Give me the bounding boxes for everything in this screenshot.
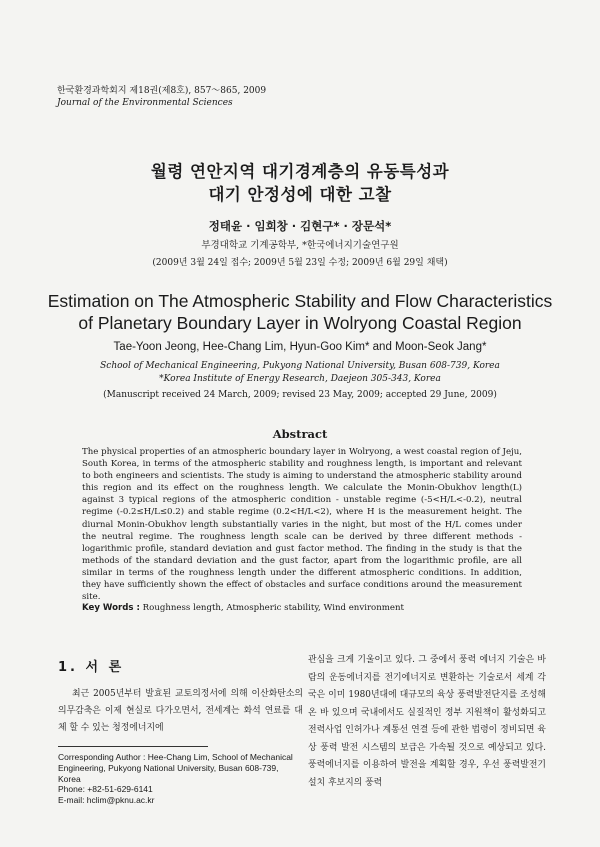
correspondence-phone: Phone: +82-51-629-6141 (58, 784, 153, 795)
korean-authors: 정태윤 · 임희창 · 김현구* · 장문석* (208, 219, 392, 233)
abstract-heading: Abstract (272, 427, 328, 441)
correspondence-line3: Korea (58, 773, 81, 784)
keywords-label: Key Words : (82, 603, 140, 613)
english-title (0, 290, 600, 334)
english-title-line2: of Planetary Boundary Layer in Wolryong Coastal Region (78, 313, 522, 333)
section-heading: 1. 서 론 (58, 660, 125, 675)
journal-header-korean: 한국환경과학회지 제18권(제8호), 857～865, 2009 (57, 86, 267, 96)
keywords-text: Roughness length, Atmospheric stability, Wind environment (139, 603, 404, 613)
keywords (82, 603, 522, 613)
left-column (58, 686, 303, 737)
footnote-divider (58, 746, 208, 747)
korean-dates: (2009년 3월 24일 접수; 2009년 5월 23일 수정; 2009년 6월 29일 채택) (152, 258, 448, 268)
correspondence-email: E-mail: hclim@pknu.ac.kr (58, 795, 155, 806)
english-affiliation-line2: *Korea Institute of Energy Research, Daejeon 305-343, Korea (159, 374, 441, 384)
right-paragraph: 관심을 크게 기울이고 있다. 그 중에서 풍력 에너지 기술은 바람의 운동에너지를 전기에너지로 변환하는 기술로서 세계 각국은 이미 1980년대에 대규모의 육상 풍력발전단지를 조성해 온 바 있으며 국내에서도 실질적인 정부 지원책이 활성화되고 전력사업 인허가나 계통선 연결 등에 관한 법령이 정비되면 육상 풍력 발전 시스템의 보급은 가속될 것으로 예상되고 있다. 풍력에너지를 이용하여 발전을 계획할 경우, 우선 풍력발전기 설치 후보지의 풍력 (308, 655, 546, 788)
korean-title-line2: 대기 안정성에 대한 고찰 (208, 185, 392, 204)
correspondence-footnote (58, 752, 303, 806)
correspondence-line2: Engineering, Pukyong National University, Busan 608-739, (58, 762, 279, 773)
korean-title (0, 160, 600, 206)
journal-header (57, 85, 266, 109)
english-affiliation-line1: School of Mechanical Engineering, Pukyong National University, Busan 608-739, Korea (100, 361, 500, 371)
abstract-body: The physical properties of an atmospheric boundary layer in Wolryong, a west coastal region of Jeju, South Korea, in terms of the atmospheric stability and roughness length, is important and relevant to both engineers and scientists. The study is aiming to understand the atmospheric stability around this region and its effect on the roughness length. We calculate the Monin-Obukhov length(L) against 3 typical regions of the atmospheric condition - unstable regime (-5<H/L<-0.2), neutral regime (-0.2≤H/L≤0.2) and stable regime (0.2<H/L<2), where H is the measurement height. The diurnal Monin-Obukhov length substantially varies in the night, but most of the H/L comes under the neutral regime. The roughness length scale can be derived by three different methods - logarithmic profile, standard deviation and gust factor method. The finding in the study is that the methods of the standard deviation and the gust factor, apart from the logarithmic profile, are all similar in terms of the roughness length under the different atmospheric conditions. In addition, they have sufficiently shown the effect of obstacles and surface conditions around the measurement site. (82, 447, 522, 603)
right-column (308, 652, 546, 792)
english-affiliation (0, 360, 600, 386)
journal-header-english: Journal of the Environmental Sciences (57, 98, 233, 108)
correspondence-line1: Corresponding Author : Hee-Chang Lim, School of Mechanical (58, 752, 293, 762)
korean-affiliation: 부경대학교 기계공학부, *한국에너지기술연구원 (201, 240, 399, 251)
english-dates: (Manuscript received 24 March, 2009; revised 23 May, 2009; accepted 29 June, 2009) (103, 390, 497, 400)
english-title-line1: Estimation on The Atmospheric Stability and Flow Characteristics (47, 291, 553, 311)
english-authors: Tae-Yoon Jeong, Hee-Chang Lim, Hyun-Goo Kim* and Moon-Seok Jang* (113, 341, 487, 353)
left-paragraph: 최근 2005년부터 발효된 교토의정서에 의해 이산화탄소의 의무감축은 이제 현실로 다가오면서, 전세계는 화석 연료를 대체 할 수 있는 청정에너지에 (58, 689, 303, 733)
korean-title-line1: 월령 연안지역 대기경계층의 유동특성과 (150, 162, 450, 181)
